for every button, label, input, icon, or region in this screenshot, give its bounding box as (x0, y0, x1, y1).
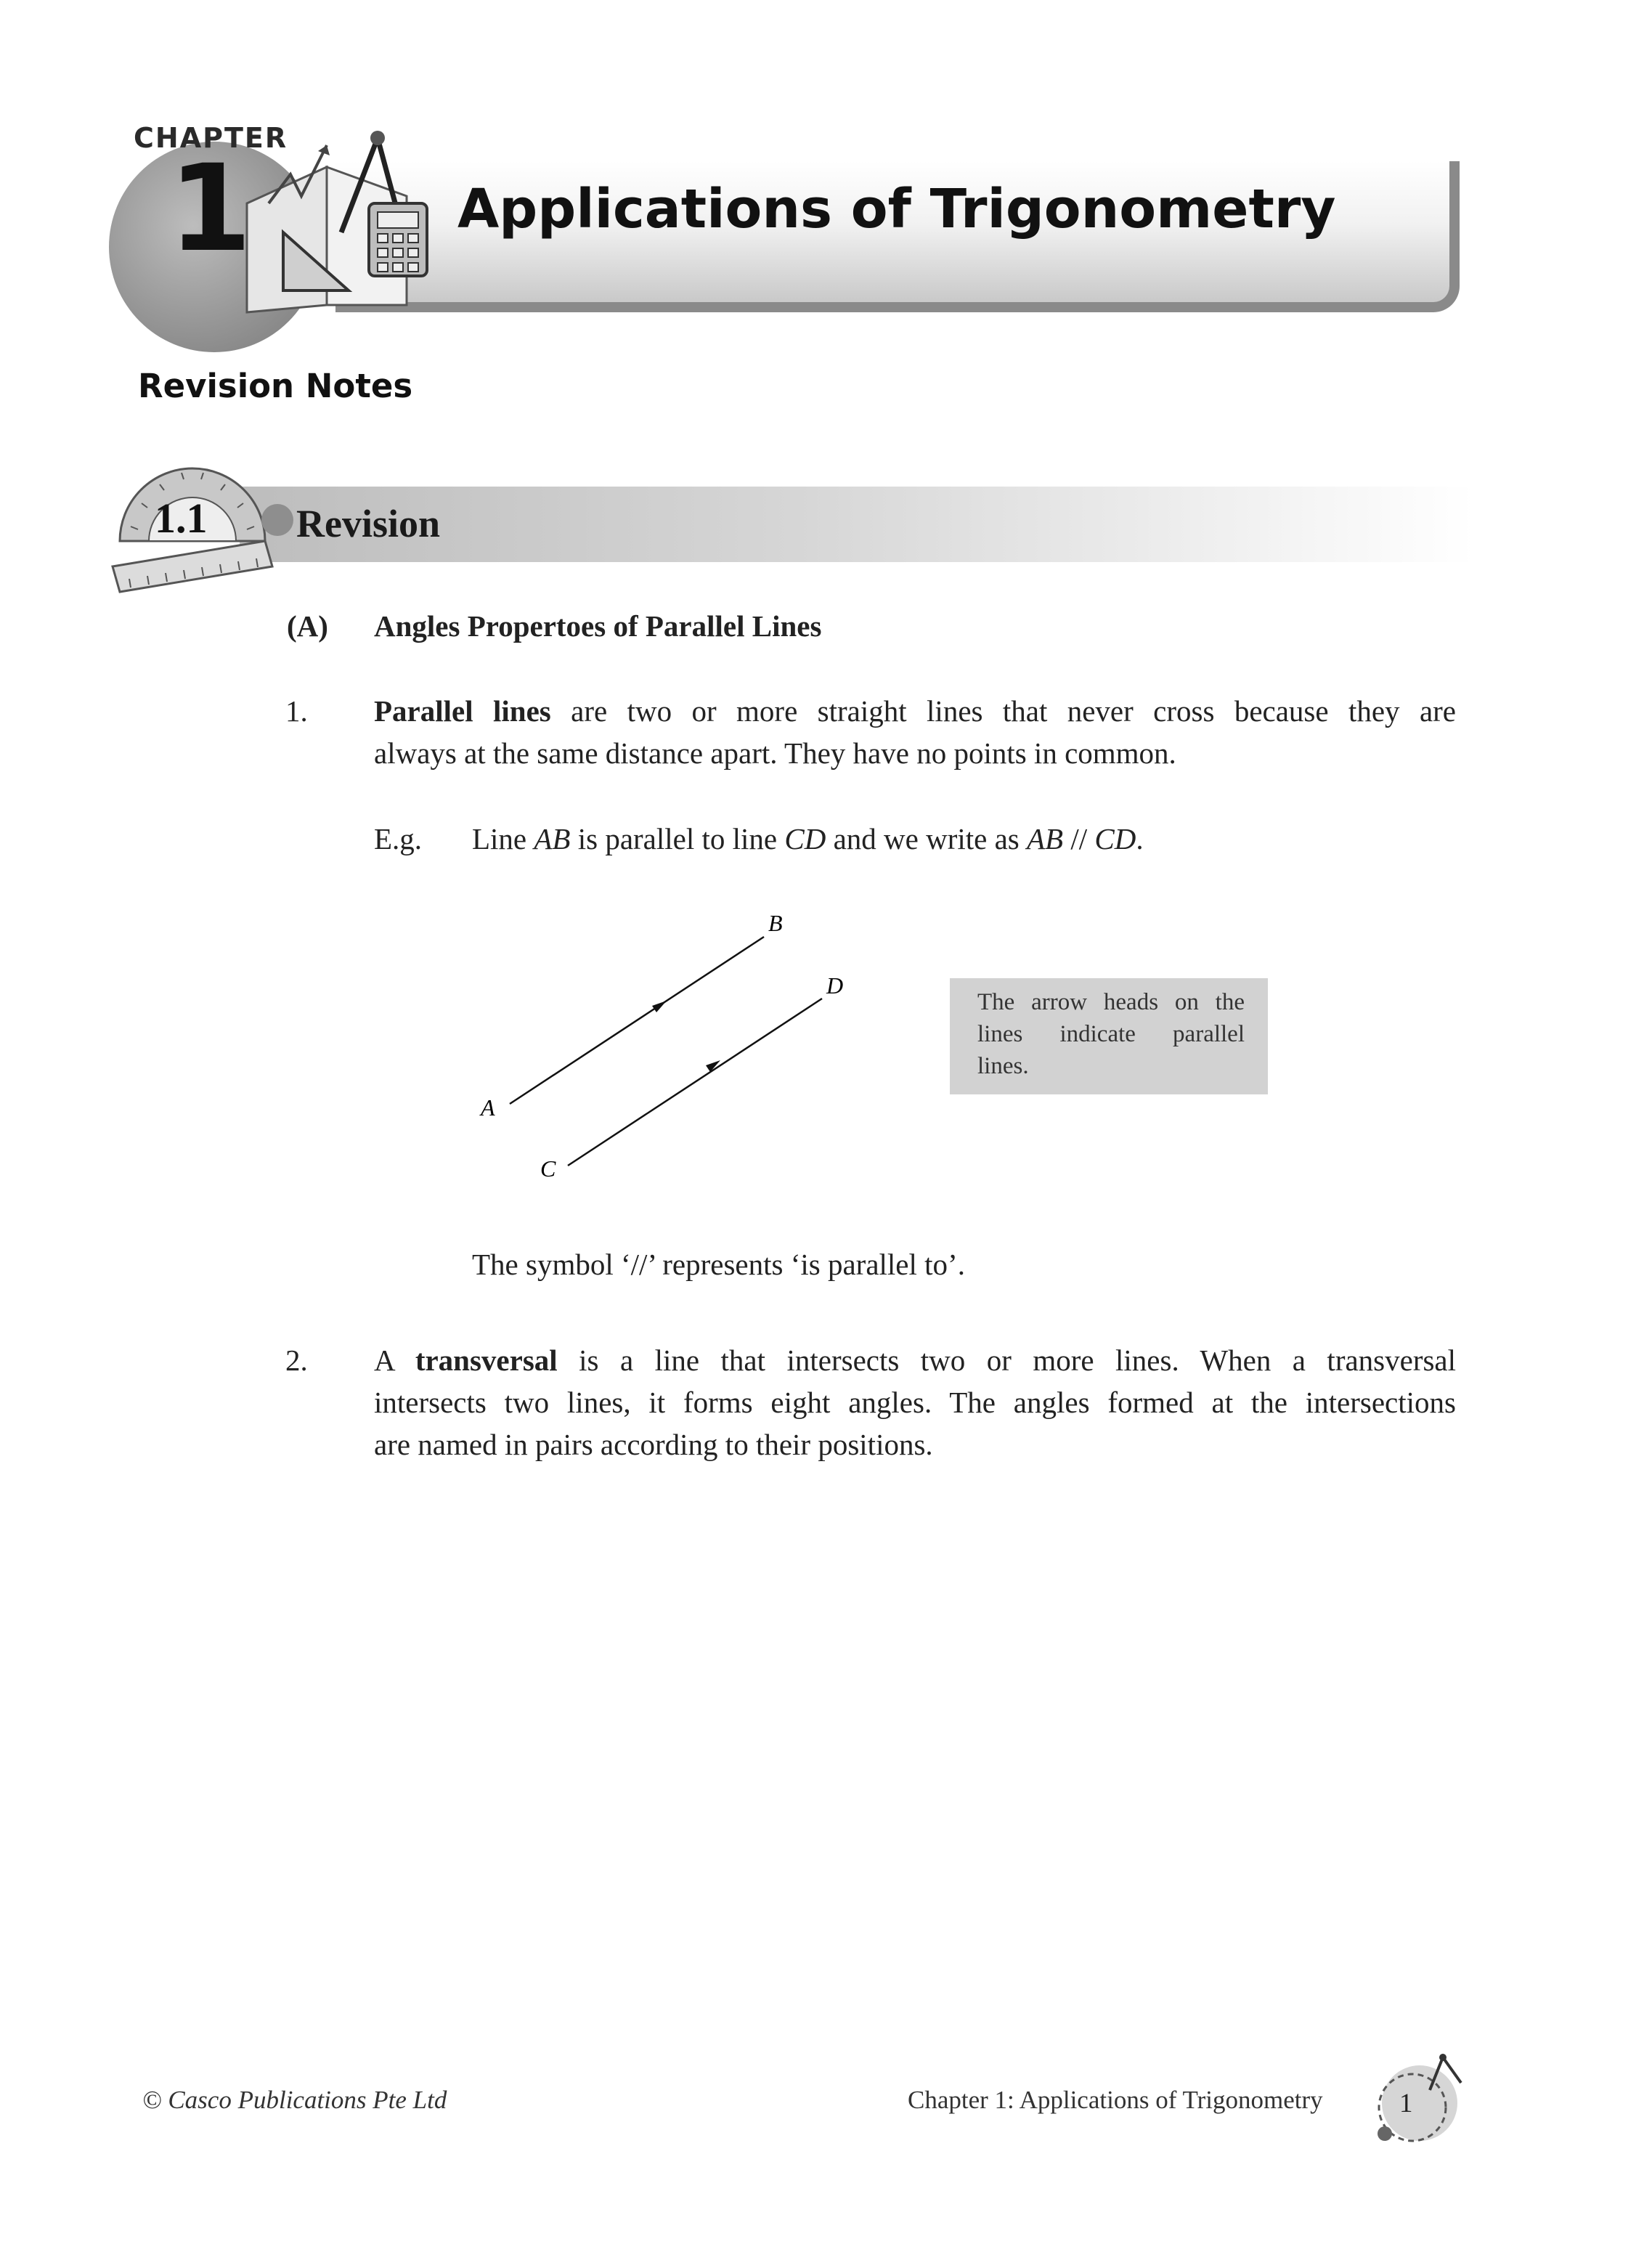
note-text-line: lines. (977, 1053, 1029, 1079)
term-parallel-lines: Parallel lines (374, 694, 551, 728)
note-text-line: lines indicate parallel (977, 1021, 1245, 1047)
footer-copyright: © Casco Publications Pte Ltd (142, 2086, 447, 2114)
term-transversal: transversal (415, 1344, 558, 1377)
item2-text-line: intersects two lines, it forms eight angles. The angles formed at the intersections (374, 1386, 1456, 1419)
example-label: E.g. (374, 822, 423, 855)
item-number: 1. (285, 694, 308, 728)
example-text: Line AB is parallel to line CD and we write as AB // CD. (472, 822, 1144, 855)
section-number: 1.1 (155, 495, 208, 542)
arrowhead-ab (652, 1001, 667, 1012)
line-cd (568, 999, 822, 1166)
item2-text-line: are named in pairs according to their positions. (374, 1428, 933, 1461)
subsection-label: (A) (287, 609, 328, 643)
line-ab (510, 937, 764, 1104)
section-title: Revision (296, 502, 441, 545)
page-number-badge-icon (1370, 2046, 1479, 2155)
parallel-lines-diagram (465, 901, 871, 1191)
symbol-explanation: The symbol ‘//’ represents ‘is parallel to’. (472, 1248, 965, 1281)
point-label-d: D (826, 972, 844, 999)
item1-text-line: Parallel lines are two or more straight lines that never cross because they are (374, 694, 1457, 728)
item2-text-line: A transversal is a line that intersects two or more lines. When a transversal (374, 1344, 1457, 1377)
chapter-label: CHAPTER (134, 122, 288, 154)
footer-chapter-reference: Chapter 1: Applications of Trigonometry (908, 2086, 1323, 2114)
note-text-line: The arrow heads on the (977, 989, 1245, 1015)
item-number: 2. (285, 1344, 308, 1377)
subsection-title: Angles Propertoes of Parallel Lines (374, 609, 822, 643)
chapter-title: Applications of Trigonometry (457, 178, 1336, 240)
point-label-a: A (481, 1094, 495, 1121)
point-label-b: B (768, 910, 783, 936)
page-number: 1 (1399, 2089, 1413, 2118)
section-bullet-dot (261, 504, 293, 536)
item1-text-line: always at the same distance apart. They have no points in common. (374, 736, 1176, 770)
chapter-number: 1 (168, 139, 252, 278)
point-label-c: C (540, 1155, 556, 1182)
revision-notes-heading: Revision Notes (138, 367, 413, 405)
